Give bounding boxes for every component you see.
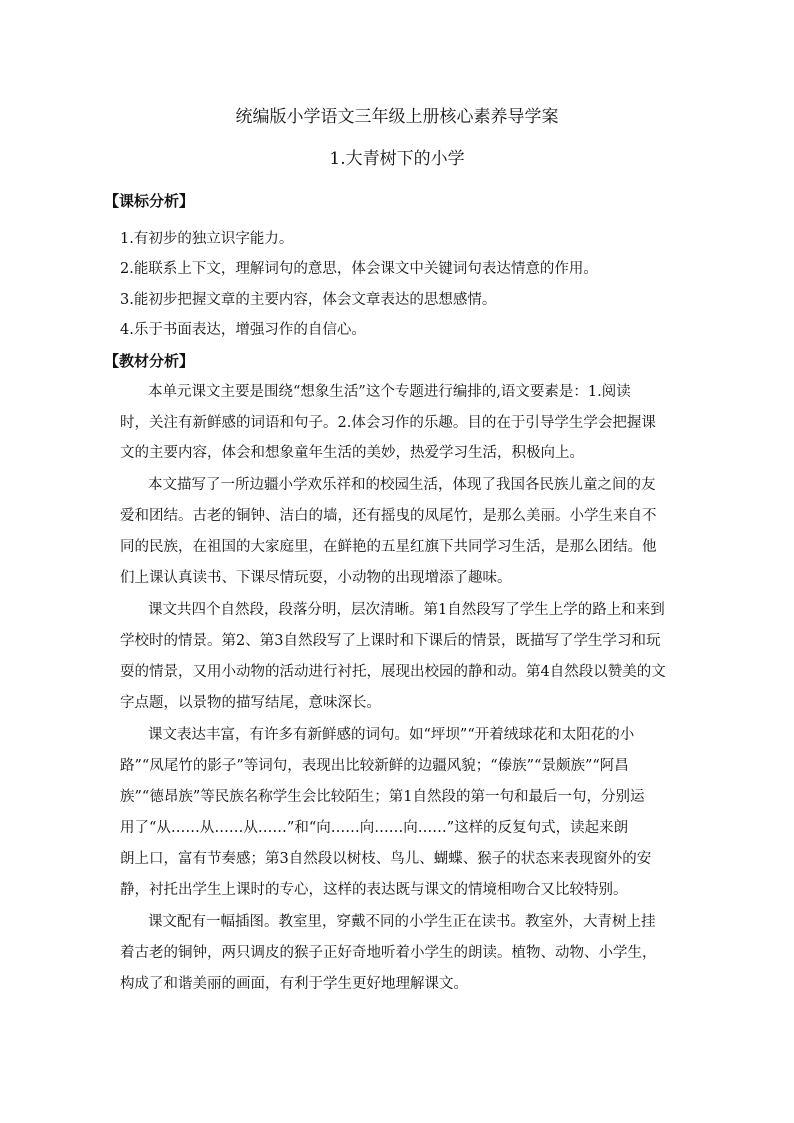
paragraph-line: 课文表达丰富，有许多有新鲜感的词句。如“坪坝”“开着绒球花和太阳花的小: [148, 727, 635, 743]
paragraph-line: 着古老的铜钟，两只调皮的猴子正好奇地听着小学生的朗读。植物、动物、小学生，: [120, 945, 657, 961]
curriculum-item: 1.有初步的独立识字能力。: [120, 231, 294, 247]
lesson-title: 1.大青树下的小学: [329, 149, 465, 169]
paragraph-line: 爱和团结。古老的铜钟、洁白的墙，还有摇曳的凤尾竹，是那么美丽。小学生来自不: [120, 508, 657, 524]
curriculum-item: 2.能联系上下文，理解词句的意思，体会课文中关键词句表达情意的作用。: [120, 261, 598, 277]
section-heading-curriculum: 【课标分析】: [104, 192, 195, 210]
paragraph-line: 路”“凤尾竹的影子”等词句，表现出比较新鲜的边疆风貌；“傣族”“景颇族”“阿昌: [120, 758, 629, 774]
paragraph-line: 课文配有一幅插图。教室里，穿戴不同的小学生正在读书。教室外，大青树上挂: [148, 914, 656, 930]
curriculum-item: 3.能初步把握文章的主要内容，体会文章表达的思想感情。: [120, 292, 497, 308]
paragraph-line: 们上课认真读书、下课尽情玩耍，小动物的出现增添了趣味。: [120, 570, 512, 586]
paragraph-line: 耍的情景，又用小动物的活动进行衬托，展现出校园的静和动。第4自然段以赞美的文: [120, 664, 666, 680]
paragraph-line: 课文共四个自然段，段落分明，层次清晰。第1自然段写了学生上学的路上和来到: [148, 602, 665, 618]
paragraph-line: 本文描写了一所边疆小学欢乐祥和的校园生活，体现了我国各民族儿童之间的友: [148, 477, 656, 493]
curriculum-item: 4.乐于书面表达，增强习作的自信心。: [120, 322, 366, 338]
paragraph-line: 构成了和谐美丽的画面，有利于学生更好地理解课文。: [120, 976, 468, 992]
paragraph-line: 同的民族，在祖国的大家庭里，在鲜艳的五星红旗下共同学习生活，是那么团结。他: [120, 539, 657, 555]
document-title: 统编版小学语文三年级上册核心素养导学案: [235, 107, 559, 127]
paragraph-line: 学校时的情景。第2、第3自然段写了上课时和下课后的情景，既描写了学生学习和玩: [120, 633, 661, 649]
paragraph-line: 朗上口，富有节奏感；第3自然段以树枝、鸟儿、蝴蝶、猴子的状态来表现窗外的安: [120, 851, 652, 867]
paragraph-line: 用了“从……从……从……”和“向……向……向……”这样的反复句式，读起来朗: [120, 820, 629, 836]
paragraph-line: 时，关注有新鲜感的词语和句子。2.体会习作的乐趣。目的在于引导学生学会把握课: [120, 415, 656, 431]
paragraph-line: 静，衬托出学生上课时的专心，这样的表达既与课文的情境相吻合又比较特别。: [120, 882, 628, 898]
paragraph-line: 文的主要内容，体会和想象童年生活的美妙，热爱学习生活，积极向上。: [120, 445, 584, 461]
paragraph-line: 族”“德昂族”等民族名称学生会比较陌生；第1自然段的第一句和最后一句，分别运: [120, 789, 645, 805]
paragraph-line: 本单元课文主要是围绕“想象生活”这个专题进行编排的,语文要素是：1.阅读: [148, 384, 631, 400]
paragraph-line: 字点题，以景物的描写结尾，意味深长。: [120, 695, 381, 711]
section-heading-textbook: 【教材分析】: [104, 352, 195, 370]
